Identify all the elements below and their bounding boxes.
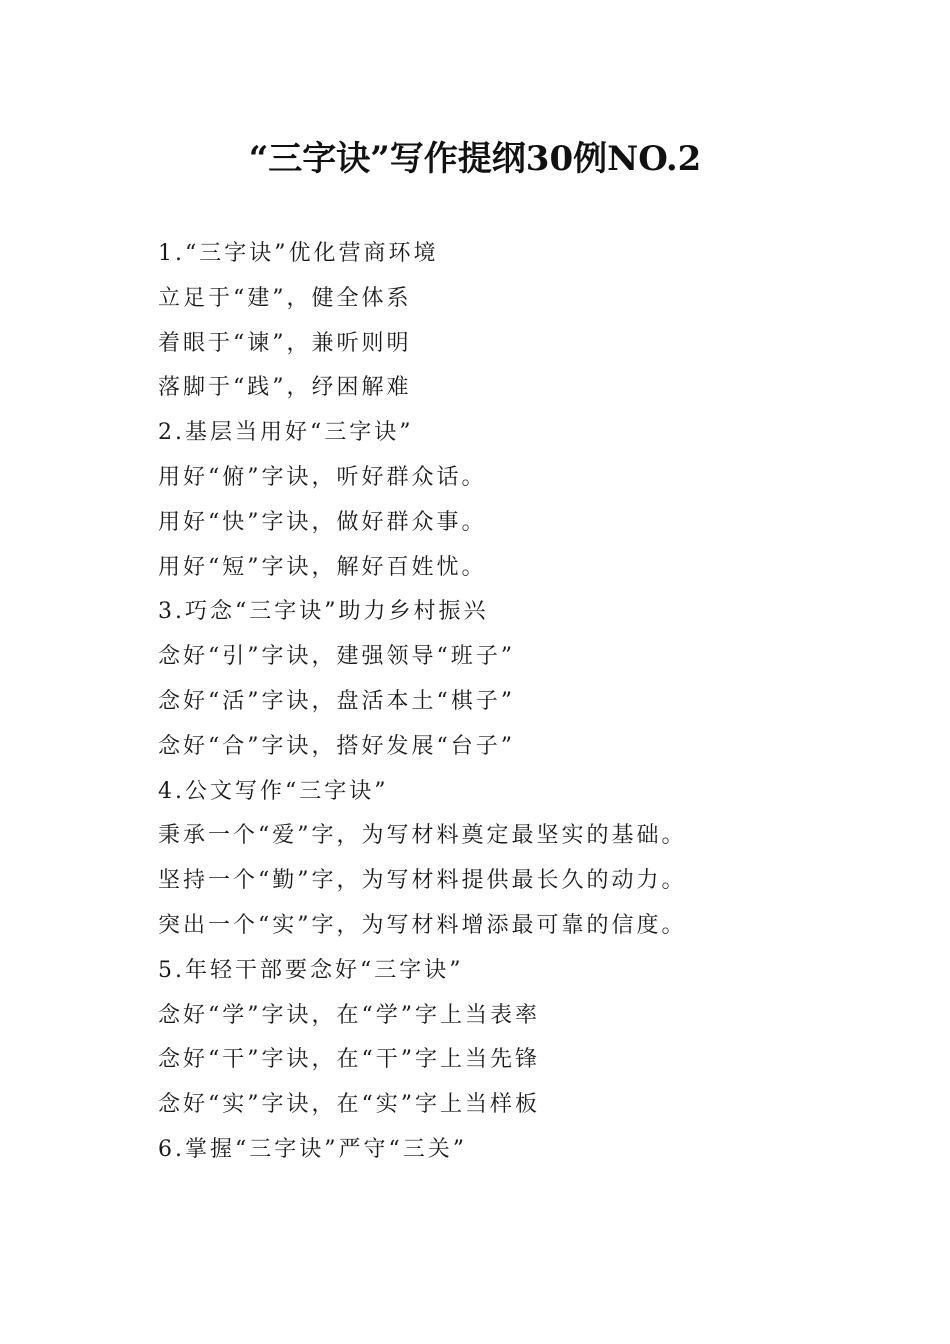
heading-item-3: 3.巧念“三字诀”助力乡村振兴 (158, 599, 489, 625)
body-line: 念好“实”字诀，在“实”字上当样板 (158, 1092, 540, 1118)
body-line: 念好“活”字诀，盘活本土“棋子” (158, 688, 515, 714)
body-line: 落脚于“践”，纾困解难 (158, 375, 412, 401)
heading-item-5: 5.年轻干部要念好“三字诀” (158, 957, 464, 983)
body-line: 念好“干”字诀，在“干”字上当先锋 (158, 1047, 540, 1073)
body-line: 念好“学”字诀，在“学”字上当表率 (158, 1002, 540, 1028)
document-body (158, 232, 858, 1173)
heading-item-4: 4.公文写作“三字诀” (158, 778, 389, 804)
body-line: 念好“合”字诀，搭好发展“台子” (158, 733, 515, 759)
heading-item-2: 2.基层当用好“三字诀” (158, 420, 414, 446)
body-line: 用好“快”字诀，做好群众事。 (158, 509, 487, 535)
body-line: 用好“俯”字诀，听好群众话。 (158, 464, 487, 490)
body-line: 着眼于“谏”，兼听则明 (158, 330, 412, 356)
body-line: 立足于“建”，健全体系 (158, 285, 412, 311)
heading-item-6: 6.掌握“三字诀”严守“三关” (158, 1136, 467, 1162)
body-line: 念好“引”字诀，建强领导“班子” (158, 644, 515, 670)
heading-item-1: 1.“三字诀”优化营商环境 (158, 241, 439, 266)
body-line: 秉承一个“爱”字，为写材料奠定最坚实的基础。 (158, 823, 687, 849)
body-line: 用好“短”字诀，解好百姓忧。 (158, 554, 487, 580)
document-title: “三字诀”写作提纲30例NO.2 (248, 139, 702, 179)
body-line: 坚持一个“勤”字，为写材料提供最长久的动力。 (158, 868, 687, 894)
body-line: 突出一个“实”字，为写材料增添最可靠的信度。 (158, 912, 687, 938)
